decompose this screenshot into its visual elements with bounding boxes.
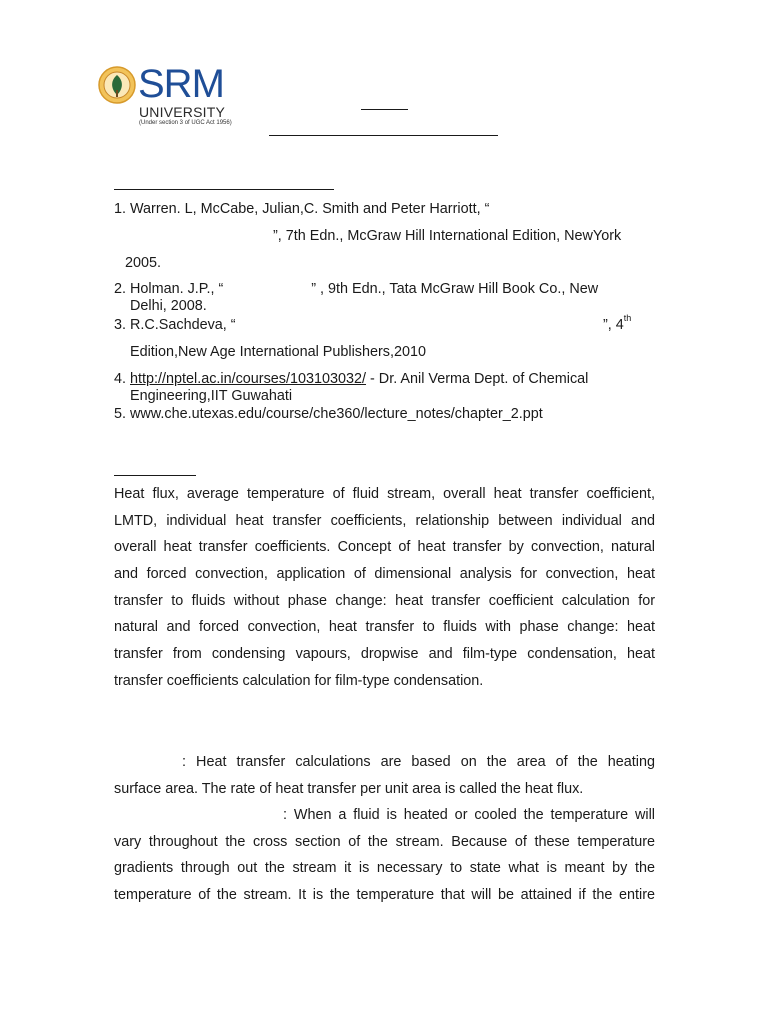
ordinal-superscript: th	[623, 313, 632, 324]
average-temperature-definition	[114, 802, 655, 909]
heat-flux-definition	[114, 749, 655, 802]
srm-university-logo	[98, 62, 238, 132]
body-line: surface area. The rate of heat transfer per unit area is called the heat flux.	[114, 780, 584, 797]
syllabus-line: natural and forced convection, heat transfer to fluids with phase change: heat	[114, 619, 655, 636]
reference-1-line-2: ”, 7th Edn., McGraw Hill International Edition, NewYork	[273, 228, 622, 244]
syllabus-heading-underline	[114, 475, 196, 476]
body-line: gradients through out the stream it is necessary to state what is meant by the	[114, 860, 655, 877]
syllabus-line: Heat flux, average temperature of fluid stream, overall heat transfer coefficient,	[114, 486, 655, 502]
reference-1-line-3: 2005.	[125, 255, 162, 271]
reference-3-line-2: Edition,New Age International Publishers,2010	[130, 344, 426, 360]
logo-wordmark: SRM	[138, 62, 224, 106]
syllabus-line: transfer coefficients calculation for film-type condensation.	[114, 672, 484, 689]
reference-2-line-1: 2. Holman. J.P., “ ” , 9th Edn., Tata McGraw Hill Book Co., New	[114, 281, 599, 297]
body-line: : Heat transfer calculations are based on the area of the heating	[182, 754, 655, 770]
reference-5-line-1: 5. www.che.utexas.edu/course/che360/lecture_notes/chapter_2.ppt	[114, 406, 543, 422]
reference-4-line-1	[114, 371, 588, 387]
logo-subtitle: UNIVERSITY	[139, 104, 226, 120]
body-line: temperature of the stream. It is the temperature that will be attained if the entire	[114, 887, 655, 904]
reference-4-line-2: Engineering,IIT Guwahati	[130, 388, 293, 404]
logo-tagline: (Under section 3 of UGC Act 1956)	[139, 120, 232, 126]
reference-1-line-1: 1. Warren. L, McCabe, Julian,C. Smith and Peter Harriott, “	[114, 201, 490, 217]
syllabus-line: overall heat transfer coefficients. Concept of heat transfer by convection, natural	[114, 539, 655, 556]
reference-3-line-1-end: ”, 4th	[603, 313, 632, 333]
body-line: : When a fluid is heated or cooled the temperature will	[283, 807, 655, 823]
reference-4-rest: - Dr. Anil Verma Dept. of Chemical	[366, 371, 589, 387]
reference-4-number: 4.	[114, 371, 130, 387]
reference-3-line-1: 3. R.C.Sachdeva, “	[114, 317, 236, 333]
syllabus-paragraph	[114, 481, 655, 695]
body-line: vary throughout the cross section of the stream. Because of these temperature	[114, 833, 655, 850]
title-underline-long	[269, 135, 498, 136]
university-emblem-icon	[98, 66, 136, 104]
title-underline-short	[361, 109, 408, 110]
syllabus-line: LMTD, individual heat transfer coefficients, relationship between individual and	[114, 512, 655, 529]
references-heading-underline	[114, 189, 334, 190]
syllabus-line: transfer to fluids without phase change: heat transfer coefficient calculation for	[114, 592, 655, 609]
reference-2-line-2: Delhi, 2008.	[130, 298, 207, 314]
nptel-course-link[interactable]: http://nptel.ac.in/courses/103103032/	[130, 371, 367, 387]
syllabus-line: and forced convection, application of dimensional analysis for convection, heat	[114, 566, 655, 583]
syllabus-line: transfer from condensing vapours, dropwise and film-type condensation, heat	[114, 646, 655, 663]
